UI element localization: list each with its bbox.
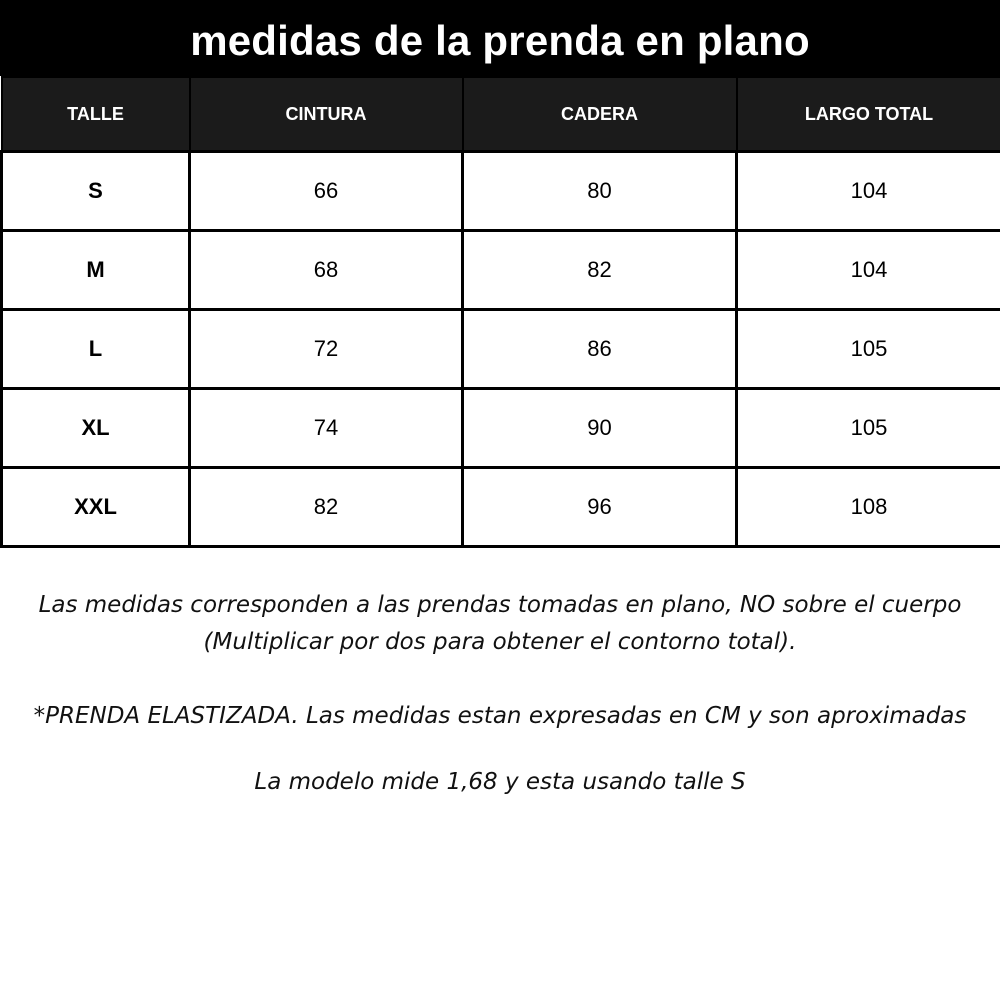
size-cell: L bbox=[2, 310, 190, 389]
table-row bbox=[2, 152, 1000, 231]
note-line-1: Las medidas corresponden a las prendas tomadas en plano, NO sobre el cuerpo bbox=[38, 592, 962, 618]
cadera-cell: 82 bbox=[463, 231, 737, 310]
title-bar bbox=[0, 0, 1000, 76]
cintura-cell: 74 bbox=[190, 389, 463, 468]
size-cell: XL bbox=[2, 389, 190, 468]
cadera-cell: 86 bbox=[463, 310, 737, 389]
page-title: medidas de la prenda en plano bbox=[190, 17, 810, 64]
note-line-2: (Multiplicar por dos para obtener el contorno total). bbox=[203, 629, 797, 655]
model-note: La modelo mide 1,68 y esta usando talle S bbox=[254, 769, 746, 795]
header-cintura: CINTURA bbox=[190, 77, 463, 152]
size-table bbox=[0, 76, 1000, 548]
size-cell: M bbox=[2, 231, 190, 310]
cintura-cell: 66 bbox=[190, 152, 463, 231]
largo-total-cell: 105 bbox=[737, 389, 1000, 468]
cintura-cell: 72 bbox=[190, 310, 463, 389]
table-row bbox=[2, 389, 1000, 468]
cintura-cell: 68 bbox=[190, 231, 463, 310]
cadera-cell: 90 bbox=[463, 389, 737, 468]
largo-total-cell: 108 bbox=[737, 468, 1000, 547]
header-largo-total: LARGO TOTAL bbox=[737, 77, 1000, 152]
table-row bbox=[2, 231, 1000, 310]
measurement-note bbox=[0, 587, 1000, 661]
largo-total-cell: 105 bbox=[737, 310, 1000, 389]
table-row bbox=[2, 310, 1000, 389]
header-cadera: CADERA bbox=[463, 77, 737, 152]
cadera-cell: 96 bbox=[463, 468, 737, 547]
largo-total-cell: 104 bbox=[737, 231, 1000, 310]
table-row bbox=[2, 468, 1000, 547]
header-talle: TALLE bbox=[2, 77, 190, 152]
size-cell: XXL bbox=[2, 468, 190, 547]
size-cell: S bbox=[2, 152, 190, 231]
largo-total-cell: 104 bbox=[737, 152, 1000, 231]
table-header-row bbox=[2, 77, 1000, 152]
elastic-note: *PRENDA ELASTIZADA. Las medidas estan expresadas en CM y son aproximadas bbox=[33, 703, 967, 729]
cintura-cell: 82 bbox=[190, 468, 463, 547]
cadera-cell: 80 bbox=[463, 152, 737, 231]
